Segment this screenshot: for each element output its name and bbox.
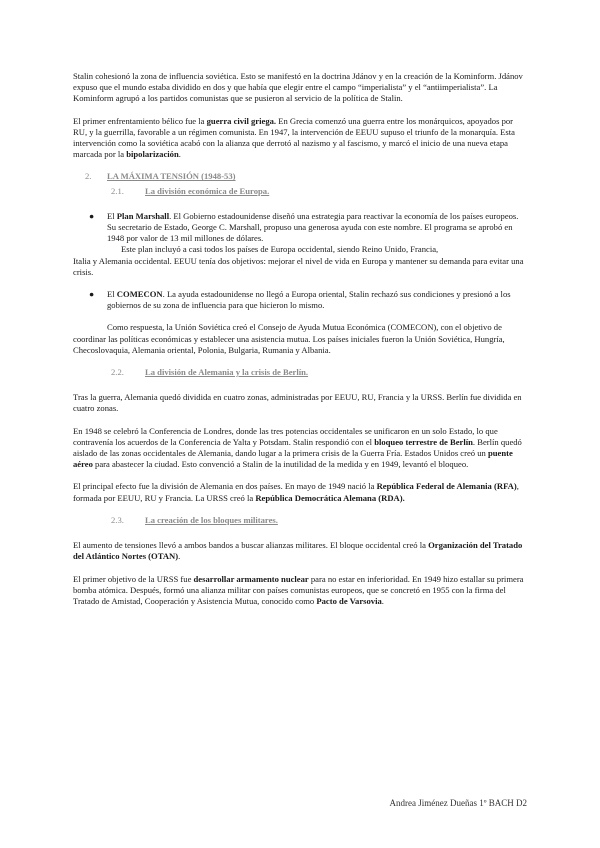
bold-term: puente aéreo [73,448,513,470]
bold-term: bloqueo terrestre de Berlín [374,436,473,447]
subsection-title: La creación de los bloques militares. [145,514,278,525]
document-body [73,71,529,618]
bold-term: República Democrática Alemana (RDA). [255,492,405,503]
subsection-title: La división de Alemania y la crisis de Berlín. [145,367,309,378]
section-title: LA MÁXIMA TENSIÓN (1948-53) [107,171,236,182]
page-footer: Andrea Jiménez Dueñas 1º BACH D2 [389,798,527,808]
list-item: ● El Plan Marshall. El Gobierno estadounidense diseñó una estrategia para reactivar la economía de los países europeos. Su secretario de Estado, George C. Marshall, propuso una generosa ayuda con este nombre. El programa se aprobó en 1948 por valor de 13 mil millones de dólares. Este plan incluyó a casi todos los países de Europa occidental, siendo Reino Unido, Francia, [89,210,519,255]
bold-term: bipolarización [126,149,179,160]
paragraph-two-germanies: El principal efecto fue la división de Alemania en dos países. En mayo de 1949 nació la República Federal de Alemania (RFA), formada por EEUU, RU y Francia. La URSS creó la República Democrática Alemana (RDA). [73,481,519,503]
list-item: ● El COMECON. La ayuda estadounidense no llegó a Europa oriental, Stalin rechazó sus condiciones y presionó a los gobiernos de su zona de influencia para que hicieron lo mismo. [89,289,511,311]
subsection-heading: 2.2. La división de Alemania y la crisis de Berlín. [111,367,309,378]
paragraph-comecon: Como respuesta, la Unión Soviética creó el Consejo de Ayuda Mutua Económica (COMECON), con el objetivo de coordinar las políticas económicas y establecer una asistencia mutua. Los países iniciales fueron la Unión Soviética, Hungría, Checoslovaquia, Alemania oriental, Polonia, Bulgaria, Rumania y Albania. [73,322,505,355]
bold-term: Organización del Tratado del Atlántico Nortes (OTAN) [73,540,523,562]
bold-term: desarrollar armamento nuclear [193,573,309,584]
bold-term: República Federal de Alemania (RFA) [376,481,517,492]
section-heading: 2. LA MÁXIMA TENSIÓN (1948-53) [85,171,236,182]
subsection-heading: 2.1. La división económica de Europa. [111,185,270,196]
subsection-heading: 2.3. La creación de los bloques militares. [111,514,278,525]
paragraph-berlin-blockade: En 1948 se celebró la Conferencia de Londres, donde las tres potencias occidentales se unificaron en un solo Estado, lo que contravenía los acuerdos de la Conferencia de Yalta y Potsdam. Stalin respondió con el bloqueo terrestre de Berlín. Berlín quedó aislado de las zonas occidentales de Alemania, dando lugar a la primera crisis de la Guerra Fría. Estados Unidos creó un puente aéreo para abastecer la ciudad. Esto convenció a Stalin de la inutilidad de la medida y en 1949, levantó el bloqueo. [73,425,522,470]
bullet-icon: ● [89,210,95,221]
paragraph-kominform: Stalin cohesionó la zona de influencia soviética. Esto se manifestó en la doctrina Jdánov y en la creación de la Kominform. Jdánov expuso que el mundo estaba dividido en dos y que había que elegir entre el campo “imperialista” y el “antiimperialista”. La Kominform agrupó a los partidos comunistas que se pusieron al servicio de la política de Stalin. [73,71,523,104]
paragraph-greek-civil-war: El primer enfrentamiento bélico fue la guerra civil griega. En Grecia comenzó una guerra entre los monárquicos, apoyados por RU, y la guerrilla, favorable a un régimen comunista. En 1947, la intervención de EEUU supuso el triunfo de la monarquía. Esta intervención como la soviética acabó con la alianza que derrotó al nazismo y al fascismo, y marcó el inicio de una nueva etapa marcada por la bipolarización. [73,115,515,160]
bold-term: Plan Marshall [116,210,170,221]
paragraph-warsaw-pact: El primer objetivo de la URSS fue desarrollar armamento nuclear para no estar en inferioridad. En 1949 hizo estallar su primera bomba atómica. Después, formó una alianza militar con países comunistas europeos, que se concretó en 1955 con la firma del Tratado de Amistad, Cooperación y Asistencia Mutua, conocido como Pacto de Varsovia. [73,573,524,606]
bold-term: Pacto de Varsovia [316,595,382,606]
bold-term: guerra civil griega. [206,115,277,126]
subsection-title: La división económica de Europa. [145,185,270,196]
bold-term: COMECON [116,289,163,300]
paragraph-otan: El aumento de tensiones llevó a ambos bandos a buscar alianzas militares. El bloque occidental creó la Organización del Tratado del Atlántico Nortes (OTAN). [73,540,523,562]
paragraph-marshall-continuation: Italia y Alemania occidental. EEUU tenía dos objetivos: mejorar el nivel de vida en Europa y mantener su demanda para evitar una crisis. [73,255,524,277]
bullet-icon: ● [89,289,95,300]
paragraph-germany-division: Tras la guerra, Alemania quedó dividida en cuatro zonas, administradas por EEUU, RU, Francia y la URSS. Berlín fue dividida en cuatro zonas. [73,392,522,414]
